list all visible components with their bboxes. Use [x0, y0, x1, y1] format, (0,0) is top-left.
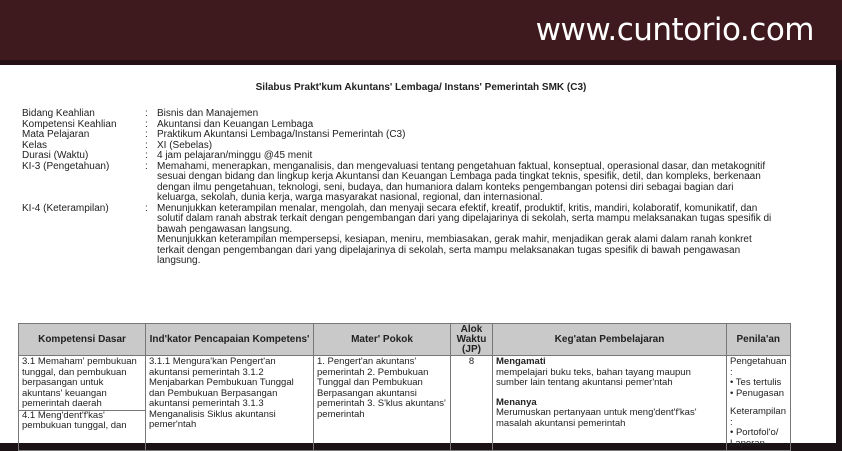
kd-1: 3.1 Memaham' pembukuan tunggal, dan pembukuan berpasangan untuk akuntans' keuangan pemerintah daerah — [22, 356, 137, 409]
indikator: 3.1.1 Mengura'kan Pengert'an akuntansi pemerintah 3.1.2 Menjabarkan Pembukuan Tunggal dan Pembukuan Berpasangan akuntansi pemerintah 3.1.3 Menganalisis Siklus akuntansi pemer'ntah — [146, 356, 314, 451]
penilaian-item: Keterampilan : — [730, 406, 786, 428]
document-title: Silabus Prakt'kum Akuntans' Lembaga/ Instans' Pemerintah SMK (C3) — [255, 82, 587, 93]
document-page — [0, 65, 836, 449]
table-row — [19, 356, 791, 451]
kegiatan-title: Mengamati — [496, 356, 546, 367]
meta-value: XI (Sebelas) — [157, 139, 213, 151]
meta-label: Durasi (Waktu) — [22, 150, 89, 161]
kegiatan-text: mempelajari buku teks, bahan tayang maupun sumber lain tentang akuntansi pemer'ntah — [496, 366, 691, 388]
alokasi-waktu: 8 — [451, 356, 493, 451]
col-header: Mater' Pokok — [314, 324, 451, 356]
meta-label: Kompetensi Keahlian — [22, 118, 117, 130]
syllabus-table — [18, 323, 791, 451]
col-header: Keg'atan Pembelajaran — [493, 324, 727, 356]
penilaian-item: Pengetahuan : — [730, 356, 787, 378]
meta-value-2: Menunjukkan keterampilan mempersepsi, kesiapan, meniru, membiasakan, gerak mahir, menjadikan gerak alami dalam ranah konkret terkait dengan pengembangan dari yang dipelajarinya di sekolah, serta mampu melaksanakan tugas spesifik di bawah pengawasan langsung. — [157, 234, 752, 266]
penilaian-item: • Portofol'o/ Laporan — [730, 427, 779, 449]
kegiatan-title: Menanya — [496, 396, 537, 408]
penilaian-item: • Tes tertulis — [730, 377, 782, 388]
meta-list: Bidang Keahlian : Bisnis dan Manajemen Kompetensi Keahlian : Akuntansi dan Keuangan Lembaga Mata Pelajaran : Praktikum Akuntansi Lembaga/Instansi Pemerintah (C3) Kelas : XI (Sebelas) Durasi (Waktu) : 4 jam pelajaran/minggu @45 menit KI-3 (Pengetahuan) : Memahami, menerapkan, menganalisis, dan mengevaluasi tentang pengetahuan faktual, konseptual, operasional dasar, dan metakognitif sesuai dengan bidang dan lingkup kerja Akuntansi dan Keuangan Lembaga pada tingkat teknis, spesifik, detil, dan kompleks, berkenaan dengan ilmu pengetahuan, teknologi, seni, budaya, dan humaniora dalam konteks pengembangan potensi diri sebagai bagian dari keluarga, sekolah, dunia kerja, warga masyarakat nasional, regional, dan internasional. KI-4 (Keterampilan) : Menunjukkan keterampilan menalar, mengolah, dan menyaji secara efektif, kreatif, produktif, kritis, mandiri, kolaboratif, komunikatif, dan solutif dalam ranah abstrak terkait dengan pengembangan dari yang dipelajarinya di sekolah, serta mampu melaksanakan tugas spesifik di bawah pengawasan langsung. Menunjukkan keterampilan mempersepsi, kesiapan, meniru, membiasakan, gerak mahir, menjadikan gerak alami dalam ranah konkret terkait dengan pengembangan dari yang dipelajarinya di sekolah, serta mampu melaksanakan tugas spesifik di bawah pengawasan langsung. — [22, 109, 777, 267]
meta-label: Mata Pelajaran — [22, 129, 90, 140]
meta-label: KI-3 (Pengetahuan) — [22, 160, 110, 172]
materi-pokok: 1. Pengert'an akuntans' pemerintah 2. Pembukuan Tunggal dan Pembukuan Berpasangan akuntansi pemerintah 3. S'klus akuntans' pemerintah — [314, 356, 451, 451]
meta-label: Kelas — [22, 139, 48, 151]
col-header: Alok Waktu (JP) — [451, 324, 493, 356]
meta-value: Bisnis dan Manajemen — [157, 108, 259, 119]
meta-value: Praktikum Akuntansi Lembaga/Instansi Pemerintah (C3) — [157, 129, 406, 140]
site-url[interactable]: www.cuntorio.com — [535, 12, 814, 48]
meta-value: Akuntansi dan Keuangan Lembaga — [157, 118, 314, 130]
penilaian-item: • Penugasan — [730, 387, 785, 399]
site-banner — [0, 0, 842, 60]
kegiatan-text: Merumuskan pertanyaan untuk meng'dent'f'kas' masalah akuntansi pemerintah — [496, 407, 697, 429]
meta-value: 4 jam pelajaran/minggu @45 menit — [157, 150, 313, 161]
meta-label: Bidang Keahlian — [22, 108, 95, 119]
meta-value: Menunjukkan keterampilan menalar, mengolah, dan menyaji secara efektif, kreatif, produktif, kritis, mandiri, kolaboratif, komunikatif, dan solutif dalam ranah abstrak terkait dengan pengembangan dari yang dipelajarinya di sekolah, serta mampu melaksanakan tugas spesifik di bawah pengawasan langsung. — [157, 202, 772, 235]
col-header: Kompetensi Dasar — [19, 324, 146, 356]
kd-2: 4.1 Meng'dent'f'kas' pembukuan tunggal, dan — [19, 410, 145, 432]
col-header: Ind'kator Pencapaian Kompetens' — [146, 324, 314, 356]
meta-label: KI-4 (Keterampilan) — [22, 202, 109, 214]
meta-value: Memahami, menerapkan, menganalisis, dan mengevaluasi tentang pengetahuan faktual, konseptual, operasional dasar, dan metakognitif sesuai dengan bidang dan lingkup kerja Akuntansi dan Keuangan Lembaga pada tingkat teknis, spesifik, detil, dan kompleks, berkenaan dengan ilmu pengetahuan, teknologi, seni, budaya, dan humaniora dalam konteks pengembangan potensi diri sebagai bagian dari keluarga, sekolah, dunia kerja, warga masyarakat nasional, regional, dan internasional. — [157, 160, 766, 203]
col-header: Penila'an — [727, 324, 791, 356]
